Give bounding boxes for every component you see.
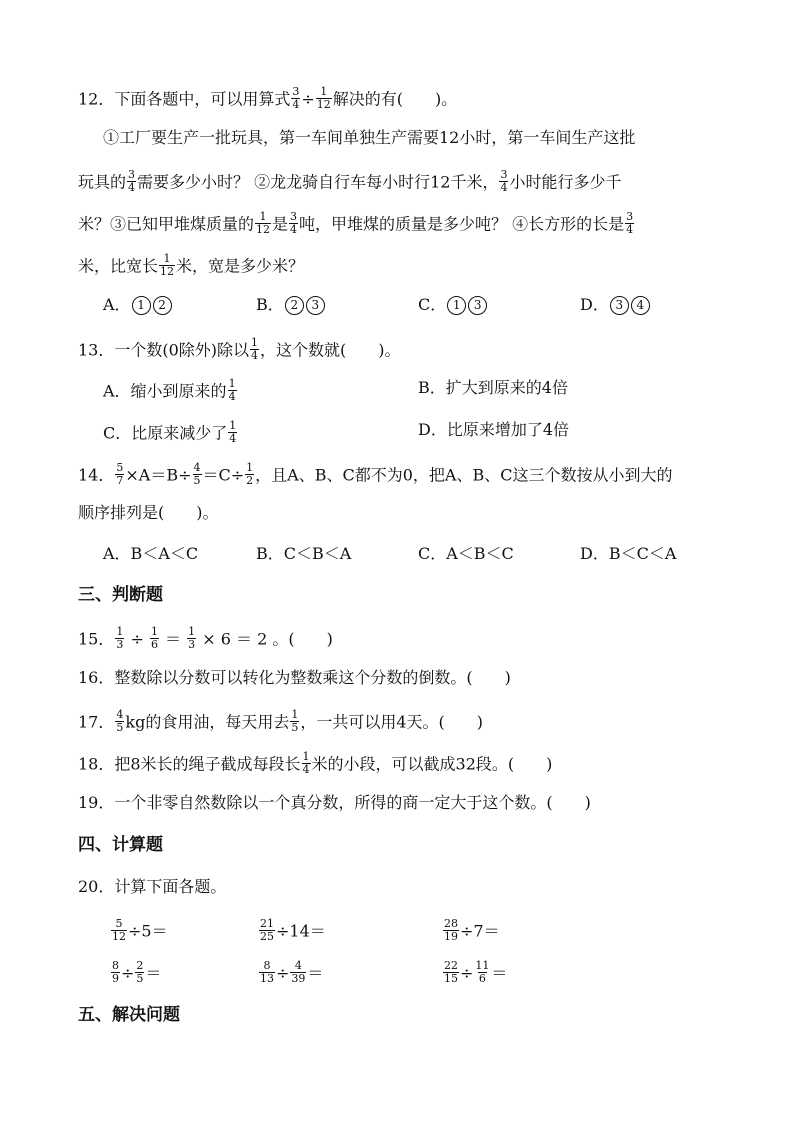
fraction: $\frac{1}{12}$: [316, 85, 331, 111]
calc-item-5: $\frac{8}{13}$ ÷ $\frac{4}{39}$ ＝: [260, 959, 324, 985]
option-12-d[interactable]: D． 3 4: [580, 296, 651, 315]
fraction: $\frac{1}{4}$: [251, 336, 259, 362]
question-13-stem: 13．一个数(0除外)除以 $\frac{1}{4}$ ，这个数就( )。: [78, 336, 401, 362]
fraction: $\frac{1}{4}$: [229, 419, 237, 445]
question-14-line-2: 顺序排列是( )。: [78, 503, 219, 522]
fraction: $\frac{1}{2}$: [246, 461, 254, 487]
calc-item-2: $\frac{21}{25}$ ÷14＝: [260, 917, 326, 943]
question-12-line-1: ①工厂要生产一批玩具，第一车间单独生产需要12小时，第一车间生产这批: [103, 128, 636, 147]
calc-item-3: $\frac{28}{19}$ ÷7＝: [444, 917, 500, 943]
fraction: $\frac{1}{3}$: [188, 625, 196, 651]
question-18: 18．把8米长的绳子截成每段长 $\frac{1}{4}$ 米的小段，可以截成32段。( ): [78, 750, 553, 776]
option-13-d[interactable]: D．比原来增加了4倍: [418, 420, 570, 439]
fraction: $\frac{3}{4}$: [500, 168, 508, 194]
question-20-title: 20．计算下面各题。: [78, 877, 227, 896]
option-13-b[interactable]: B．扩大到原来的4倍: [418, 378, 568, 397]
option-13-c[interactable]: C．比原来减少了 $\frac{1}{4}$: [103, 419, 237, 445]
fraction: $\frac{28}{19}$: [444, 917, 458, 943]
fraction: $\frac{2}{5}$: [136, 959, 144, 985]
fraction: $\frac{3}{4}$: [290, 210, 298, 236]
question-12-stem: 12．下面各题中，可以用算式 $\frac{3}{4}$ ÷ $\frac{1}{12}$ 解决的有( )。: [78, 85, 458, 111]
fraction: $\frac{1}{12}$: [160, 252, 175, 278]
fraction: $\frac{1}{6}$: [150, 625, 158, 651]
section-5-heading: 五、解决问题: [78, 1005, 180, 1025]
fraction: $\frac{1}{4}$: [302, 750, 310, 776]
option-13-a[interactable]: A．缩小到原来的 $\frac{1}{4}$: [103, 377, 236, 403]
fraction: $\frac{3}{4}$: [292, 85, 300, 111]
question-12-line-4: 米，比宽长 $\frac{1}{12}$ 米，宽是多少米？: [78, 252, 305, 278]
fraction: $\frac{3}{4}$: [128, 168, 136, 194]
option-12-b[interactable]: B． 2 3: [256, 296, 326, 315]
fraction: $\frac{5}{7}$: [116, 461, 124, 487]
fraction: $\frac{4}{5}$: [193, 461, 201, 487]
option-14-c[interactable]: C．A＜B＜C: [418, 544, 514, 563]
option-14-b[interactable]: B．C＜B＜A: [256, 544, 352, 563]
option-14-d[interactable]: D．B＜C＜A: [580, 544, 677, 563]
question-17: 17． $\frac{4}{5}$ kg的食用油，每天用去 $\frac{1}{5}$ ，一共可以用4天。( ): [78, 708, 483, 734]
fraction: $\frac{3}{4}$: [626, 210, 634, 236]
calc-item-6: $\frac{22}{15}$ ÷ $\frac{11}{6}$ ＝: [444, 959, 508, 985]
fraction: $\frac{11}{6}$: [475, 959, 490, 985]
fraction: $\frac{1}{4}$: [228, 377, 236, 403]
section-4-heading: 四、计算题: [78, 835, 163, 855]
option-14-a[interactable]: A．B＜A＜C: [103, 544, 199, 563]
section-3-heading: 三、判断题: [78, 585, 163, 605]
question-12-line-2: 玩具的 $\frac{3}{4}$ 需要多少小时？ ②龙龙骑自行车每小时行12千米， $\frac{3}{4}$ 小时能行多少千: [78, 168, 622, 194]
fraction: $\frac{22}{15}$: [444, 959, 458, 985]
question-16: 16．整数除以分数可以转化为整数乘这个分数的倒数。( ): [78, 668, 511, 687]
question-14-stem: 14． $\frac{5}{7}$ ×A＝B÷ $\frac{4}{5}$ ＝C÷ $\frac{1}{2}$ ，且A、B、C都不为0，把A、B、C这三个数按从小到大的: [78, 461, 673, 487]
question-19: 19．一个非零自然数除以一个真分数，所得的商一定大于这个数。( ): [78, 793, 591, 812]
fraction: $\frac{4}{5}$: [116, 708, 124, 734]
question-12-line-3: 米？③已知甲堆煤质量的 $\frac{1}{12}$ 是 $\frac{3}{4}$ 吨，甲堆煤的质量是多少吨？ ④长方形的长是 $\frac{3}{4}$: [78, 210, 634, 236]
option-12-c[interactable]: C． 1 3: [418, 296, 488, 315]
fraction: $\frac{1}{3}$: [116, 625, 124, 651]
calc-item-1: $\frac{5}{12}$ ÷5＝: [112, 917, 168, 943]
fraction: $\frac{5}{12}$: [112, 917, 126, 943]
option-12-a[interactable]: A． 1 2: [103, 296, 173, 315]
fraction: $\frac{1}{5}$: [291, 708, 299, 734]
calc-item-4: $\frac{8}{9}$ ÷ $\frac{2}{5}$ ＝: [112, 959, 162, 985]
fraction: $\frac{1}{12}$: [256, 210, 271, 236]
fraction: $\frac{21}{25}$: [260, 917, 274, 943]
fraction: $\frac{8}{9}$: [112, 959, 119, 985]
fraction: $\frac{8}{13}$: [260, 959, 274, 985]
question-15: 15． $\frac{1}{3}$ ÷ $\frac{1}{6}$ ＝ $\frac{1}{3}$ × 6 ＝ 2 。( ): [78, 625, 333, 651]
fraction: $\frac{4}{39}$: [291, 959, 306, 985]
